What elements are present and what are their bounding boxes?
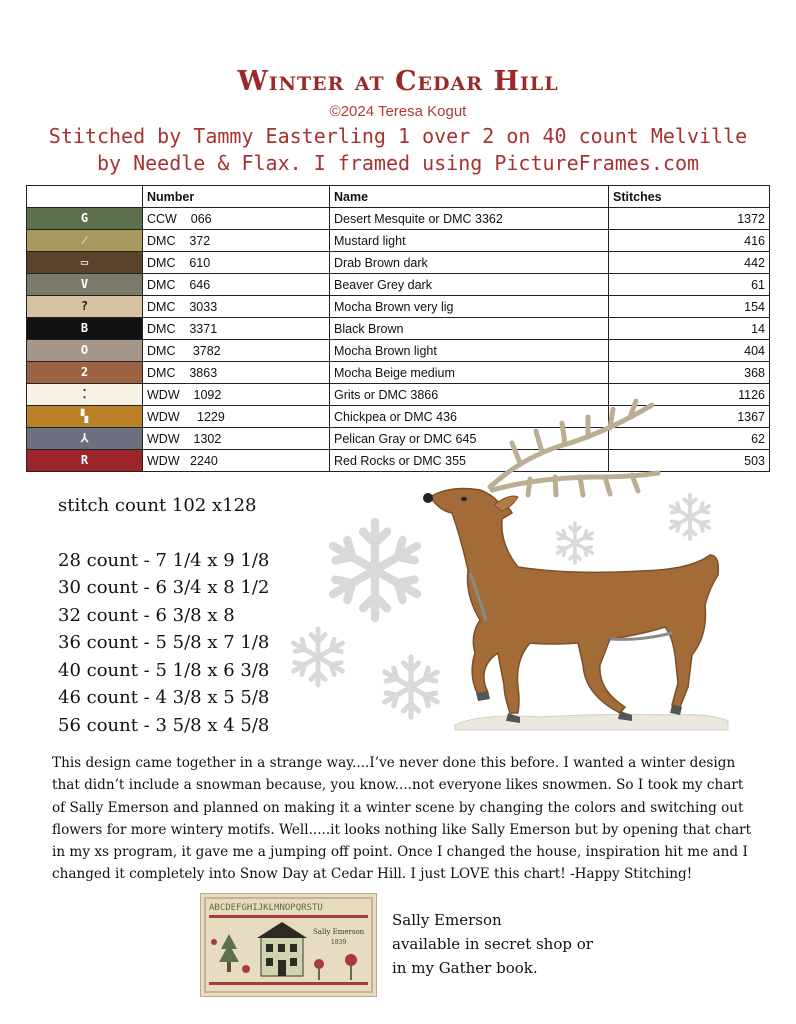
floss-number: WDW 1302 bbox=[143, 428, 330, 450]
floss-name: Chickpea or DMC 436 bbox=[330, 406, 609, 428]
fabric-size-row: 46 count - 4 3/8 x 5 5/8 bbox=[58, 687, 270, 708]
stitch-symbol: ⅄ bbox=[27, 428, 142, 449]
stitch-symbol: O bbox=[27, 340, 142, 361]
fabric-size-row: 28 count - 7 1/4 x 9 1/8 bbox=[58, 549, 270, 571]
floss-number: DMC 372 bbox=[143, 230, 330, 252]
table-row bbox=[27, 296, 770, 318]
floss-name: Mocha Brown light bbox=[330, 340, 609, 362]
stitch-symbol: ▭ bbox=[27, 252, 142, 273]
table-row bbox=[27, 208, 770, 230]
floss-number: CCW 066 bbox=[143, 208, 330, 230]
subtitle-line-2: by Needle & Flax. I framed using PictureFrames.com bbox=[96, 151, 700, 175]
stitch-count-cell: 61 bbox=[609, 274, 770, 296]
stitch-symbol: ▚ bbox=[27, 406, 142, 427]
sample-alphabet: ABCDEFGHIJKLMNOPQRSTU bbox=[209, 903, 323, 913]
stitch-symbol: ⁄ bbox=[27, 230, 142, 251]
header-number: Number bbox=[143, 186, 330, 208]
stitch-count-cell: 14 bbox=[609, 318, 770, 340]
floss-number: DMC 610 bbox=[143, 252, 330, 274]
floss-name: Red Rocks or DMC 355 bbox=[330, 450, 609, 472]
color-swatch bbox=[27, 230, 143, 252]
stitch-count-cell: 404 bbox=[609, 340, 770, 362]
snowflake-icon bbox=[558, 523, 593, 563]
color-swatch bbox=[27, 252, 143, 274]
header-name: Name bbox=[330, 186, 609, 208]
subtitle-line-1: Stitched by Tammy Easterling 1 over 2 on 40 count Melville bbox=[48, 124, 748, 148]
fabric-counts bbox=[58, 492, 269, 739]
description-line: in my xs program, it gave me a jumping off point. Once I changed the house, inspiration hit me and I bbox=[52, 844, 748, 861]
stitch-symbol: R bbox=[27, 450, 142, 471]
stitch-count-cell: 442 bbox=[609, 252, 770, 274]
stitch-symbol: ⁚ bbox=[27, 384, 142, 405]
description-line: of Sally Emerson and planned on making it a winter scene by changing the colors and switching out bbox=[52, 799, 744, 816]
description-line: changed it completely into Snow Day at Cedar Hill. I just LOVE this chart! -Happy Stitching! bbox=[52, 866, 693, 883]
page-title: Winter at Cedar Hill bbox=[237, 66, 559, 97]
stitch-count-cell: 1372 bbox=[609, 208, 770, 230]
stitch-count-cell: 1367 bbox=[609, 406, 770, 428]
sally-line-3: in my Gather book. bbox=[392, 959, 538, 977]
color-swatch bbox=[27, 450, 143, 472]
fabric-size-row: 56 count - 3 5/8 x 4 5/8 bbox=[58, 714, 270, 736]
reindeer-illustration bbox=[280, 395, 750, 745]
antler-icon bbox=[490, 401, 658, 495]
header-swatch bbox=[27, 186, 143, 208]
sample-year: 1839 bbox=[331, 939, 347, 946]
stitch-count-cell: 503 bbox=[609, 450, 770, 472]
table-row bbox=[27, 274, 770, 296]
stitch-count-cell: 1126 bbox=[609, 384, 770, 406]
sample-name: Sally Emerson bbox=[313, 928, 365, 936]
floss-name: Mocha Brown very lig bbox=[330, 296, 609, 318]
table-row bbox=[27, 318, 770, 340]
color-swatch bbox=[27, 318, 143, 340]
floss-name: Black Brown bbox=[330, 318, 609, 340]
color-swatch bbox=[27, 406, 143, 428]
table-row bbox=[27, 230, 770, 252]
stitch-symbol: B bbox=[27, 318, 142, 339]
snowflake-icon bbox=[671, 495, 710, 539]
floss-name: Mocha Beige medium bbox=[330, 362, 609, 384]
floss-name: Pelican Gray or DMC 645 bbox=[330, 428, 609, 450]
floss-name: Drab Brown dark bbox=[330, 252, 609, 274]
header-stitches: Stitches bbox=[609, 186, 770, 208]
floss-number: WDW 1229 bbox=[143, 406, 330, 428]
stitch-symbol: 2 bbox=[27, 362, 142, 383]
floss-number: WDW 1092 bbox=[143, 384, 330, 406]
stitch-count-cell: 416 bbox=[609, 230, 770, 252]
snowflake-icon bbox=[385, 657, 438, 717]
table-row bbox=[27, 362, 770, 384]
stitch-count: stitch count 102 x128 bbox=[58, 495, 257, 516]
snowflake-icon bbox=[294, 629, 343, 685]
stitch-symbol: G bbox=[27, 208, 142, 229]
stitch-symbol: V bbox=[27, 274, 142, 295]
floss-name: Desert Mesquite or DMC 3362 bbox=[330, 208, 609, 230]
fabric-size-row: 32 count - 6 3/8 x 8 bbox=[58, 604, 235, 626]
description-line: This design came together in a strange way....I’ve never done this before. I wanted a winter design bbox=[52, 755, 736, 771]
floss-number: DMC 3371 bbox=[143, 318, 330, 340]
description-line: flowers for more wintery motifs. Well.....it looks nothing like Sally Emerson but by opening that chart bbox=[52, 821, 752, 838]
stitch-symbol: ? bbox=[27, 296, 142, 317]
table-row bbox=[27, 252, 770, 274]
stitch-count-cell: 154 bbox=[609, 296, 770, 318]
design-description bbox=[52, 752, 752, 886]
sally-emerson-note bbox=[392, 908, 593, 980]
color-swatch bbox=[27, 274, 143, 296]
floss-name: Grits or DMC 3866 bbox=[330, 384, 609, 406]
snowflake-icon bbox=[333, 522, 417, 618]
fabric-size-row: 30 count - 6 3/4 x 8 1/2 bbox=[58, 577, 270, 598]
color-swatch bbox=[27, 208, 143, 230]
table-row bbox=[27, 340, 770, 362]
fabric-size-row: 36 count - 5 5/8 x 7 1/8 bbox=[58, 632, 270, 653]
fabric-size-row: 40 count - 5 1/8 x 6 3/8 bbox=[58, 659, 270, 681]
color-swatch bbox=[27, 384, 143, 406]
sally-line-2: available in secret shop or bbox=[392, 935, 593, 953]
color-swatch bbox=[27, 362, 143, 384]
stitch-count-cell: 62 bbox=[609, 428, 770, 450]
color-swatch bbox=[27, 296, 143, 318]
sally-line-1: Sally Emerson bbox=[392, 911, 502, 929]
description-line: that didn’t include a snowman because, you know....not everyone likes snowmen. So I took my chart bbox=[52, 777, 744, 794]
color-swatch bbox=[27, 340, 143, 362]
floss-number: DMC 3033 bbox=[143, 296, 330, 318]
sally-emerson-sample-image bbox=[200, 893, 377, 997]
floss-name: Beaver Grey dark bbox=[330, 274, 609, 296]
color-swatch bbox=[27, 428, 143, 450]
copyright-line: ©2024 Teresa Kogut bbox=[329, 103, 467, 120]
floss-number: DMC 646 bbox=[143, 274, 330, 296]
stitch-count-cell: 368 bbox=[609, 362, 770, 384]
floss-name: Mustard light bbox=[330, 230, 609, 252]
floss-number: DMC 3782 bbox=[143, 340, 330, 362]
floss-number: WDW 2240 bbox=[143, 450, 330, 472]
floss-number: DMC 3863 bbox=[143, 362, 330, 384]
table-header-row bbox=[27, 186, 770, 208]
